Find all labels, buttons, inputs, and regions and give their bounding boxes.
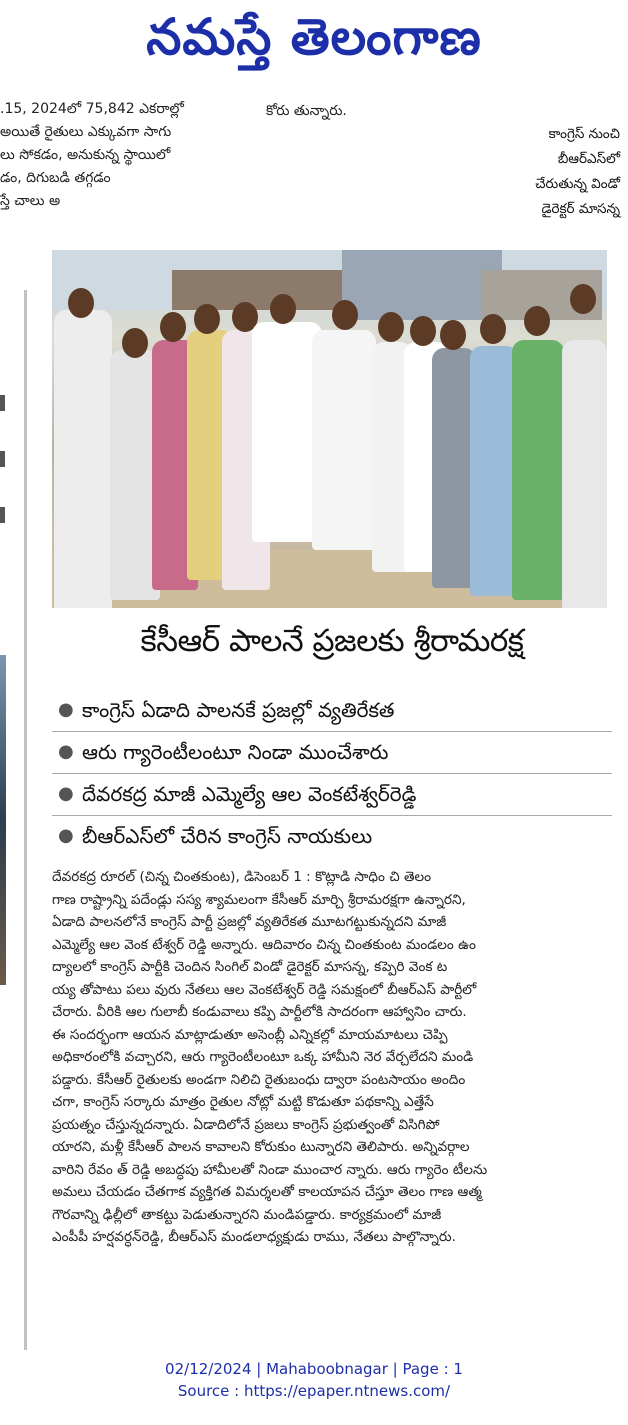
masthead-title: నమస్తే తెలంగాణ: [146, 8, 482, 66]
photo-caption: [480, 122, 620, 222]
body-line: ఎంపీపీ హర్షవర్ధన్‌రెడ్డి, బీఆర్ఎస్ మండలాధ్యక్షుడు రాము, నేతలు పాల్గొన్నారు.: [52, 1229, 456, 1245]
body-line: అధికారంలోకి వచ్చారని, ఆరు గ్యారెంటీలంటూ ఒక్క హామీని నెర వేర్చలేదని మండి: [52, 1049, 474, 1065]
bullet-icon: ●: [58, 699, 74, 720]
photo-caption-line: బీఆర్ఎస్‌లో: [557, 151, 620, 167]
previous-article-column: [0, 98, 270, 213]
column-divider: [24, 290, 27, 1350]
footer-edition: 02/12/2024 | Mahaboobnagar | Page : 1: [165, 1360, 463, 1378]
subheadline-text: కాంగ్రెస్ ఏడాది పాలనకే ప్రజల్లో వ్యతిరేకత: [82, 698, 395, 722]
footer-source-link[interactable]: Source : https://epaper.ntnews.com/: [177, 1382, 451, 1400]
previous-article-fragment: కోరు తున్నారు.: [266, 103, 347, 119]
subheadline-text: దేవరకద్ర మాజీ ఎమ్మెల్యే ఆల వెంకటేశ్వర్‌రెడ్డి: [82, 782, 417, 806]
left-edge-fragments: [0, 395, 6, 563]
body-line: గౌరవాన్ని ఢిల్లీలో తాకట్టు పెడుతున్నారని మండిపడ్డారు. కార్యక్రమంలో మాజీ: [52, 1206, 442, 1223]
subheadline-list: [52, 690, 612, 857]
body-line: ఈ సందర్భంగా ఆయన మాట్లాడుతూ అసెంబ్లీ ఎన్నికల్లో మాయమాటలు చెప్పి: [52, 1026, 448, 1043]
body-line: ఏడాది పాలనలోనే కాంగ్రెస్ పార్టీ ప్రజల్లో వ్యతిరేకత మూటగట్టుకున్నదని మాజీ: [52, 914, 447, 930]
bullet-icon: ●: [58, 783, 74, 804]
subheadline-item: [52, 732, 612, 774]
previous-article-line: .15, 2024లో 75,842 ఎకరాల్లో: [0, 101, 184, 117]
subheadline-text: బీఆర్ఎస్‌లో చేరిన కాంగ్రెస్ నాయకులు: [82, 824, 373, 848]
subheadline-item: [52, 774, 612, 816]
photo-caption-line: చేరుతున్న విండో: [535, 176, 620, 192]
group-photo: [52, 250, 607, 608]
source-footer: [0, 1358, 628, 1402]
previous-article-line: స్తే చాలు అ: [0, 193, 61, 209]
left-edge-photo-fragment: [0, 655, 6, 985]
article-body: [52, 866, 614, 1249]
masthead: [0, 0, 628, 78]
body-line: వారిని రేవం త్ రెడ్డి అబద్ధపు హామీలతో నిండా ముంచార న్నారు. ఆరు గ్యారెం టీలను: [52, 1161, 488, 1178]
body-line: ఎమ్మెల్యే ఆల వెంక టేశ్వర్ రెడ్డి అన్నారు. ఆదివారం చిన్న చింతకుంట మండలం ఉం: [52, 936, 476, 953]
body-line: గాణ రాష్ట్రాన్ని పదేండ్లు సస్య శ్యామలంగా కేసీఆర్ మార్చి శ్రీరామరక్షగా ఉన్నారని,: [52, 891, 466, 908]
subheadline-text: ఆరు గ్యారెంటీలంటూ నిండా ముంచేశారు: [82, 740, 389, 764]
body-line: యారని, మళ్లీ కేసీఆర్ పాలన కావాలని కోరుకుం టున్నారని తెలిపారు. అన్నివర్గాల: [52, 1139, 470, 1155]
subheadline-item: [52, 690, 612, 732]
body-line: అమలు చేయడం చేతగాక వ్యక్తిగత విమర్శలతో కాలయాపన చేస్తూ తెలం గాణ ఆత్మ: [52, 1184, 482, 1200]
body-line: ద్యాలలో కాంగ్రెస్ పార్టీకి చెందిన సింగిల్ విండో డైరెక్టర్ మాసన్న, కప్పెరి వెంక ట: [52, 959, 448, 975]
body-line: ప్రయత్నం చేస్తున్నదన్నారు. ఏడాదిలోనే ప్రజలు కాంగ్రెస్ ప్రభుత్వంతో విసిగిపో: [52, 1116, 440, 1133]
previous-article-line: అయితే రైతులు ఎక్కువగా సాగు: [0, 124, 172, 140]
previous-article-line: డం, దిగుబడి తగ్గడం: [0, 170, 111, 186]
photo-caption-line: కాంగ్రెస్ నుంచి: [548, 126, 620, 142]
bullet-icon: ●: [58, 825, 74, 846]
previous-article-line: లు సోకడం, అనుకున్న స్థాయిలో: [0, 147, 171, 163]
body-line: య్య తోపాటు పలు వురు నేతలు ఆల వెంకటేశ్వర్ రెడ్డి సమక్షంలో బీఆర్ఎస్ పార్టీలో: [52, 981, 477, 998]
body-line: దేవరకద్ర రూరల్ (చిన్న చింతకుంట), డిసెంబర్ 1 : కొట్లాడి సాధిం చి తెలం: [52, 869, 432, 885]
photo-caption-line: డైరెక్టర్ మాసన్న: [541, 201, 620, 217]
body-line: చేరారు. వీరికి ఆల గులాబీ కండువాలు కప్పి పార్టీలోకి సాదరంగా ఆహ్వానిం చారు.: [52, 1004, 467, 1020]
body-line: చగా, కాంగ్రెస్ సర్కారు మాత్రం రైతుల నోట్లో మట్టి కొడుతూ పథకాన్ని ఎత్తేసే: [52, 1094, 434, 1110]
article-headline: కేసీఆర్ పాలనే ప్రజలకు శ్రీరామరక్ష: [140, 623, 524, 659]
subheadline-item: [52, 816, 612, 857]
body-line: పడ్డారు. కేసీఆర్ రైతులకు అండగా నిలిచి రైతుబంధు ద్వారా పంటసాయం అందిం: [52, 1071, 466, 1088]
bullet-icon: ●: [58, 741, 74, 762]
